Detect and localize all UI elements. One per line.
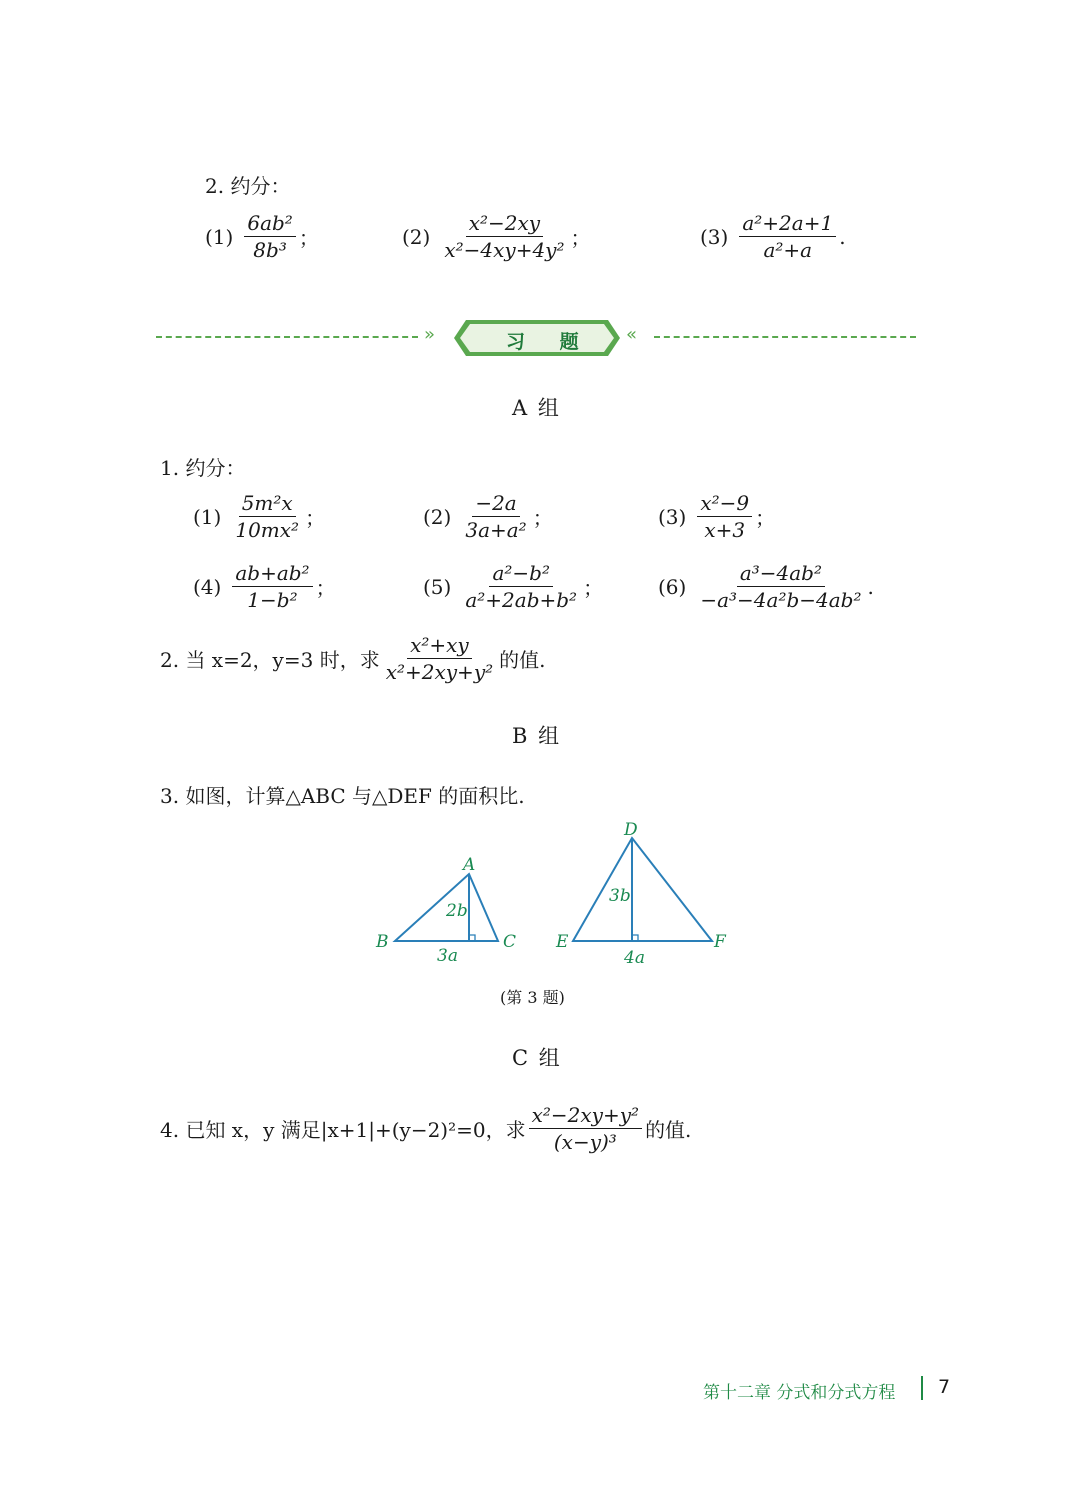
label-3b: 3b bbox=[609, 886, 631, 906]
label-f: F bbox=[714, 932, 726, 952]
label-b: B bbox=[376, 932, 389, 952]
fraction: $\frac{\text{6ab²}}{\text{8b³}}$ bbox=[244, 210, 295, 263]
banner-left-line bbox=[156, 336, 418, 338]
fraction: $\frac{\text{x²−9}}{x+3}$ bbox=[697, 490, 752, 543]
footer-chapter: 第十二章 分式和分式方程 bbox=[703, 1383, 896, 1403]
label-4a: 4a bbox=[624, 948, 645, 968]
practice-item-1: (1) $\frac{\text{6ab²}}{\text{8b³}}$ ； bbox=[205, 211, 319, 262]
q1-item-6: (6) $\frac{\text{a³−4ab²}}{\text{−a³−4a²b−4ab²}}$ . bbox=[658, 561, 874, 612]
label-2b: 2b bbox=[446, 901, 468, 921]
fraction: $\frac{\text{a³−4ab²}}{\text{−a³−4a²b−4ab²}}$ bbox=[700, 561, 862, 612]
q1-heading: 1. 约分： bbox=[160, 456, 246, 480]
practice-heading: 2. 约分： bbox=[205, 174, 291, 198]
fraction: $\frac{\text{x²−2xy}}{\text{x²−4xy+4y²}}$ bbox=[444, 211, 565, 262]
label-d: D bbox=[624, 820, 638, 840]
banner-right-line bbox=[654, 336, 916, 338]
label-e: E bbox=[556, 932, 569, 952]
group-b-label: B 组 bbox=[512, 724, 562, 748]
footer-divider bbox=[921, 1376, 923, 1400]
q1-item-3: (3) $\frac{\text{x²−9}}{x+3}$ ； bbox=[658, 491, 776, 542]
figure-caption: (第 3 题) bbox=[500, 988, 565, 1007]
practice-item-3: (3) $\frac{\text{a²+2a+1}}{\text{a²+a}}$ . bbox=[700, 211, 846, 262]
q1-item-1: (1) $\frac{\text{5m²x}}{\text{10mx²}}$ ； bbox=[193, 491, 326, 542]
group-c-label: C 组 bbox=[512, 1046, 562, 1070]
group-a-label: A 组 bbox=[512, 396, 561, 420]
q1-item-2: (2) $\frac{-2a}{\text{3a+a²}}$ ； bbox=[423, 491, 553, 542]
fraction: $\frac{\text{x²+xy}}{\text{x²+2xy+y²}}$ bbox=[385, 633, 494, 684]
fraction: $\frac{\text{x²−2xy+y²}}{\text{(x−y)³}}$ bbox=[529, 1102, 642, 1155]
label-3a: 3a bbox=[437, 946, 458, 966]
page-number: 7 bbox=[938, 1376, 951, 1398]
q2: 2. 当 x=2，y=3 时，求 $\frac{\text{x²+xy}}{\text{x²+2xy+y²}}$ 的值. bbox=[160, 633, 546, 684]
triangle-def bbox=[573, 838, 712, 941]
fraction: $\frac{-2a}{\text{3a+a²}}$ bbox=[465, 491, 527, 542]
fraction: $\frac{\text{a²+2a+1}}{\text{a²+a}}$ bbox=[739, 210, 836, 263]
fraction: $\frac{\text{5m²x}}{\text{10mx²}}$ bbox=[235, 491, 300, 542]
fraction: $\frac{\text{ab+ab²}}{\text{1−b²}}$ bbox=[232, 560, 312, 613]
q3: 3. 如图，计算△ABC 与△DEF 的面积比. bbox=[160, 784, 525, 808]
fraction: $\frac{\text{a²−b²}}{\text{a²+2ab+b²}}$ bbox=[465, 561, 578, 612]
q1-item-4: (4) $\frac{\text{ab+ab²}}{\text{1−b²}}$ ； bbox=[193, 561, 336, 612]
label-c: C bbox=[503, 932, 517, 952]
label-a: A bbox=[463, 855, 476, 875]
banner-title: 习 题 bbox=[506, 331, 593, 353]
q4: 4. 已知 x，y 满足|x+1|+(y−2)²=0，求 $\frac{\text{x²−2xy+y²}}{\text{(x−y)³}}$ 的值. bbox=[160, 1103, 692, 1154]
chevron-left-icon: « bbox=[626, 324, 638, 345]
triangles-figure bbox=[360, 815, 740, 975]
exercise-banner bbox=[156, 316, 916, 360]
practice-item-2: (2) $\frac{\text{x²−2xy}}{\text{x²−4xy+4y²}}$ ； bbox=[402, 211, 591, 262]
q1-item-5: (5) $\frac{\text{a²−b²}}{\text{a²+2ab+b²}}$ ； bbox=[423, 561, 604, 612]
chevron-right-icon: » bbox=[424, 324, 436, 345]
